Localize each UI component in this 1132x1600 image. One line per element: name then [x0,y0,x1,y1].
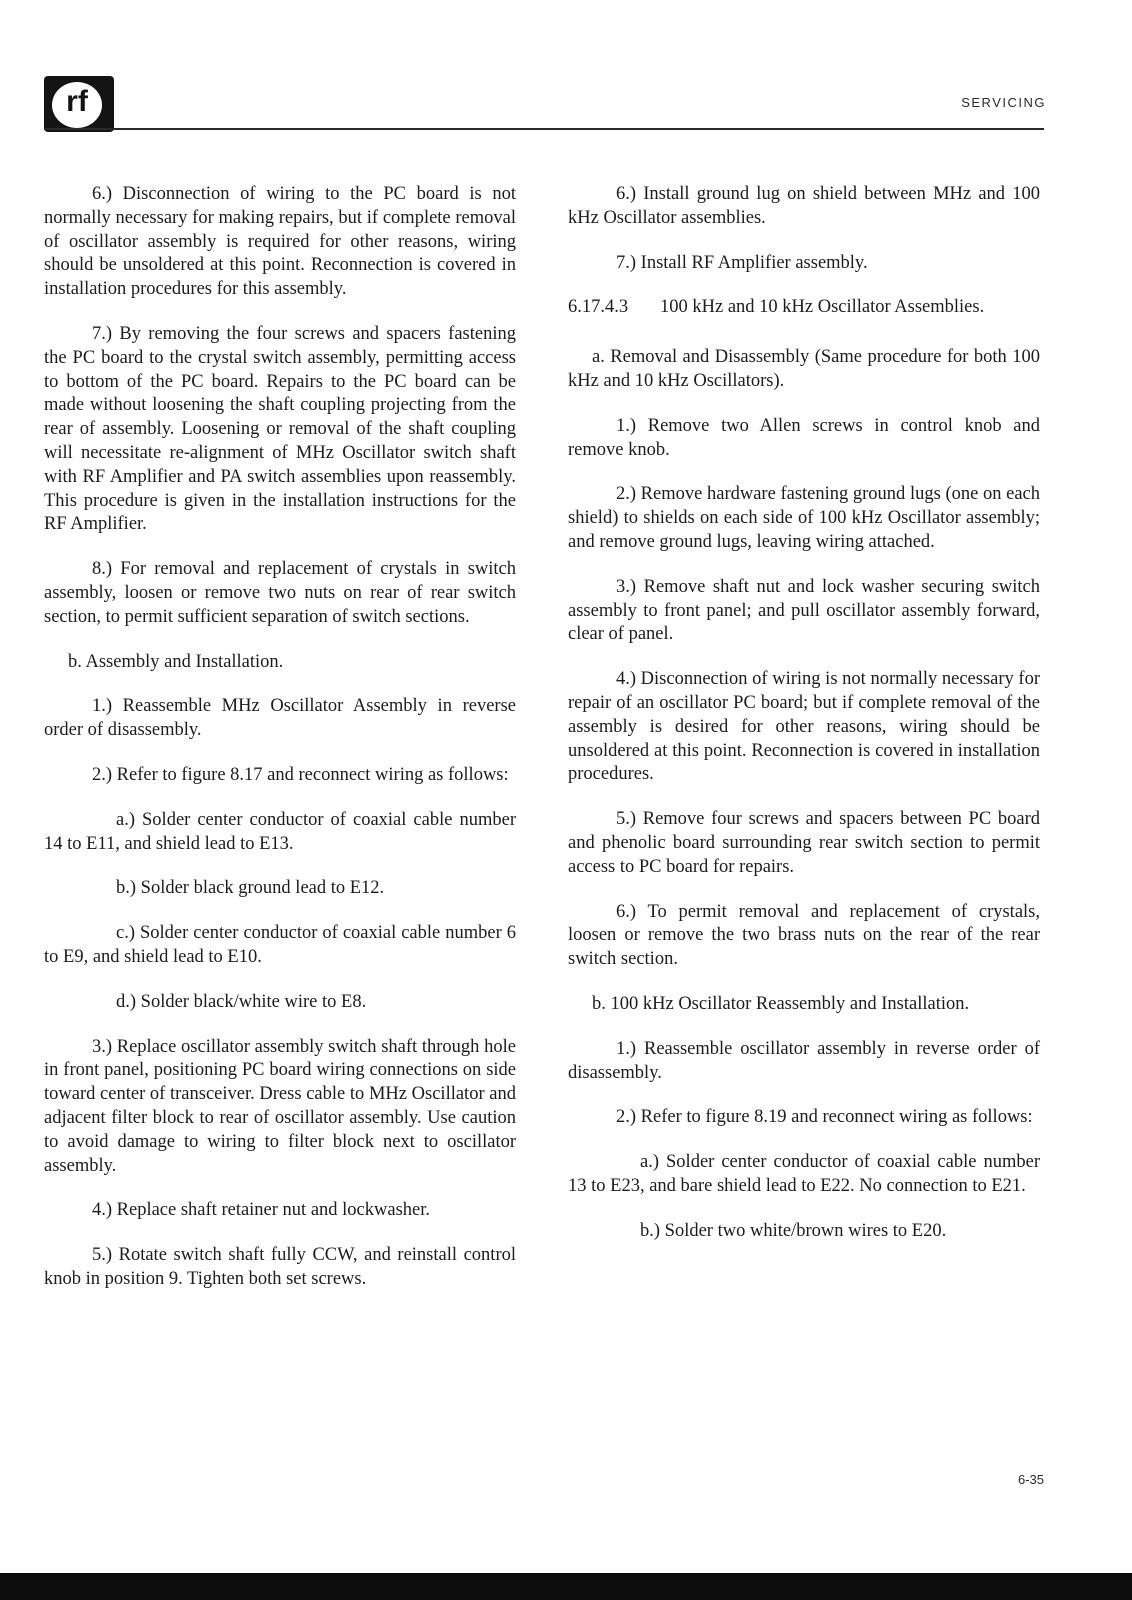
paragraph: 6.) To permit removal and replacement of crystals, loosen or remove the two brass nuts on the rear of the rear switch section. [568,901,1040,970]
paragraph: 5.) Remove four screws and spacers between PC board and phenolic board surrounding rear switch section to permit access to PC board for repairs. [568,809,1040,877]
paragraph: 2.) Refer to figure 8.17 and reconnect wiring as follows: [92,764,509,785]
section-number: 6.17.4.3 [568,297,629,318]
paragraph: 4.) Replace shaft retainer nut and lockwasher. [92,1200,431,1221]
numbered-heading [568,296,1040,320]
paragraph: 8.) For removal and replacement of crystals in switch assembly, loosen or remove two nuts on rear of rear switch section, to permit sufficient separation of switch sections. [44,559,516,627]
scan-edge-bar [0,1573,1132,1600]
paragraph: 1.) Reassemble MHz Oscillator Assembly in reverse order of disassembly. [44,696,516,741]
paragraph: 3.) Remove shaft nut and lock washer securing switch assembly to front panel; and pull oscillator assembly forward, clear of panel. [568,576,1040,645]
paragraph: 2.) Remove hardware fastening ground lugs (one on each shield) to shields on each side of 100 kHz Oscillator assembly; and remove ground lugs, leaving wiring attached. [568,484,1040,552]
paragraph: 6.) Install ground lug on shield between MHz and 100 kHz Oscillator assemblies. [568,184,1040,228]
paragraph: b.) Solder black ground lead to E12. [116,878,385,899]
paragraph: 3.) Replace oscillator assembly switch shaft through hole in front panel, positioning PC board wiring connections on side toward center of transceiver. Dress cable to MHz Oscillator and adjacent filter block to rear of oscillator assembly. Use caution to avoid damage to wiring to filter block next to oscillator assembly. [44,1036,516,1176]
left-column [44,183,516,1313]
paragraph: 5.) Rotate switch shaft fully CCW, and reinstall control knob in position 9. Tighten both set screws. [44,1245,516,1289]
rf-logo [44,76,114,132]
section-title: SERVICING [961,95,1046,110]
paragraph: 1.) Reassemble oscillator assembly in reverse order of disassembly. [568,1038,1040,1083]
paragraph: c.) Solder center conductor of coaxial cable number 6 to E9, and shield lead to E10. [44,923,516,967]
rf-logo-text: rf [66,85,88,118]
paragraph: 4.) Disconnection of wiring is not normally necessary for repair of an oscillator PC board; but if complete removal of the assembly is desired for other reasons, wiring should be unsoldered at this point. Reconnection is covered in installation procedures. [568,669,1040,785]
paragraph: a.) Solder center conductor of coaxial cable number 14 to E11, and shield lead to E13. [44,809,516,854]
paragraph: 2.) Refer to figure 8.19 and reconnect wiring as follows: [616,1107,1033,1128]
subsection-heading: a. Removal and Disassembly (Same procedure for both 100 kHz and 10 kHz Oscillators). [568,347,1040,391]
page-number: 6-35 [1017,1472,1044,1487]
paragraph: 1.) Remove two Allen screws in control knob and remove knob. [568,415,1040,460]
section-heading: 100 kHz and 10 kHz Oscillator Assemblies. [660,297,985,318]
paragraph: 7.) By removing the four screws and spacers fastening the PC board to the crystal switch assembly, permitting access to bottom of the PC board. Repairs to the PC board can be made without loosening the shaft coupling projecting from the rear of assembly. Loosening or removal of the shaft coupling will necessitate re-alignment of MHz Oscillator switch shaft with RF Amplifier and PA switch assemblies upon reassembly. This procedure is given in the installation instructions for the RF Amplifier. [44,323,516,535]
paragraph: d.) Solder black/white wire to E8. [116,991,367,1012]
paragraph: 7.) Install RF Amplifier assembly. [616,252,868,273]
rf-logo-disc [52,82,102,128]
subsection-heading: b. 100 kHz Oscillator Reassembly and Installation. [592,993,970,1014]
right-column [568,183,1040,1265]
header-rule [44,128,1044,130]
paragraph: b.) Solder two white/brown wires to E20. [640,1220,947,1241]
subsection-heading: b. Assembly and Installation. [68,651,284,672]
paragraph: a.) Solder center conductor of coaxial cable number 13 to E23, and bare shield lead to E22. No connection to E21. [568,1152,1040,1196]
paragraph: 6.) Disconnection of wiring to the PC board is not normally necessary for making repairs, but if complete removal of oscillator assembly is required for other reasons, wiring should be unsoldered at this point. Reconnection is covered in installation procedures for this assembly. [44,184,516,300]
